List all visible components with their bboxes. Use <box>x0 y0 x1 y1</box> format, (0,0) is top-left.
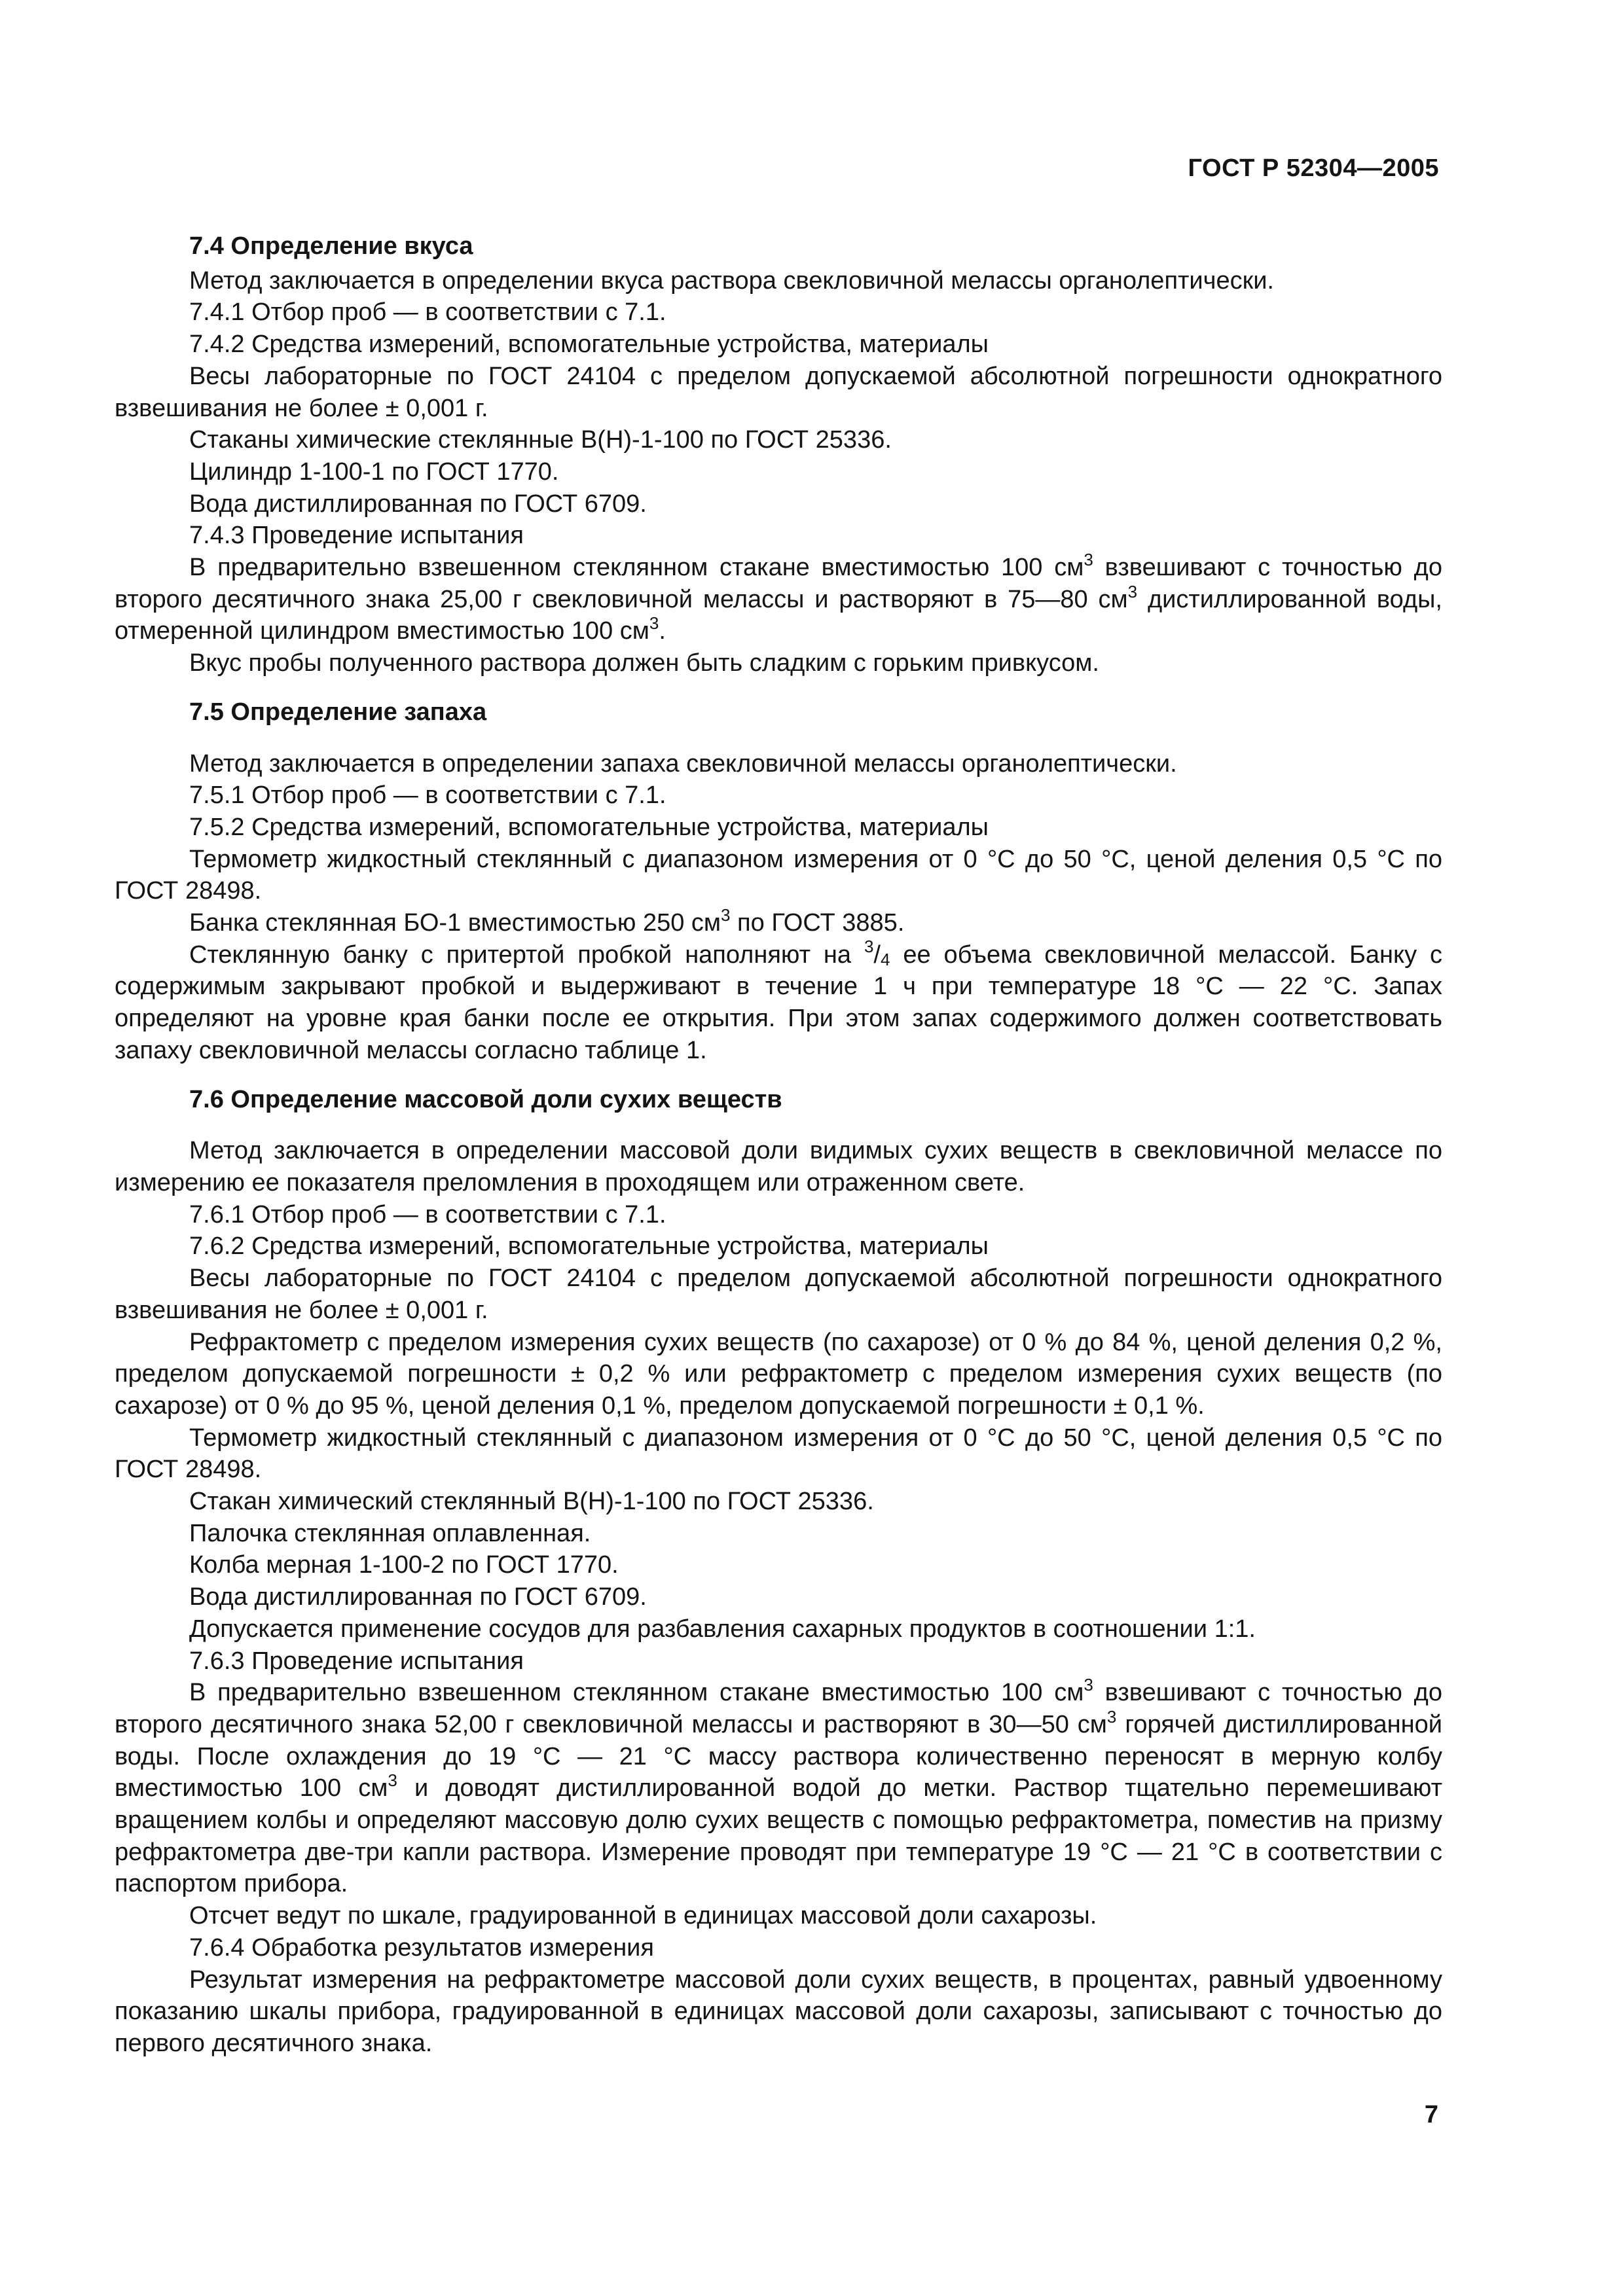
paragraph-7-4-beakers: Стаканы химические стеклянные В(Н)-1-100 по ГОСТ 25336. <box>189 426 892 454</box>
text-run: горячей дистиллированной воды. После охлаждения до 19 °С — 21 °С массу раствора количественно переносят в мерную колбу вместимостью 100 см <box>115 1710 1442 1803</box>
text-run: В предварительно взвешенном стеклянном стакане вместимостью 100 см <box>189 1679 1084 1707</box>
paragraph-7-4-procedure <box>115 552 1442 647</box>
text-run: В предварительно взвешенном стеклянном стакане вместимостью 100 см <box>189 554 1084 582</box>
text-run: дистиллированной воды, отмеренной цилиндром вместимостью 100 см <box>115 585 1442 645</box>
paragraph-7-6-1: 7.6.1 Отбор проб — в соответствии с 7.1. <box>189 1200 666 1229</box>
paragraph-7-6-water: Вода дистиллированная по ГОСТ 6709. <box>189 1583 647 1611</box>
superscript: 3 <box>1127 581 1138 601</box>
paragraph-7-5-thermometer: Термометр жидкостный стеклянный с диапазоном измерения от 0 °С до 50 °С, ценой деления 0,5 °С по ГОСТ 28498. <box>115 845 1442 905</box>
section-heading-7-4: 7.4 Определение вкуса <box>189 232 473 260</box>
paragraph-7-6-dilution-vessels: Допускается применение сосудов для разбавления сахарных продуктов в соотношении 1:1. <box>189 1615 1256 1643</box>
paragraph-7-4-scales: Весы лабораторные по ГОСТ 24104 с пределом допускаемой абсолютной погрешности однократного взвешивания не более ± 0,001 г. <box>115 362 1442 422</box>
section-heading-7-6: 7.6 Определение массовой доли сухих веществ <box>189 1085 782 1113</box>
superscript: 3 <box>388 1770 397 1791</box>
fraction-denominator: 4 <box>880 949 890 969</box>
paragraph-7-4-result: Вкус пробы полученного раствора должен быть сладким с горьким привкусом. <box>189 649 1099 677</box>
text-run: Банка стеклянная БО-1 вместимостью 250 см <box>189 909 721 937</box>
superscript: 3 <box>649 613 659 634</box>
section-heading-7-5: 7.5 Определение запаха <box>189 698 487 726</box>
paragraph-7-6-3: 7.6.3 Проведение испытания <box>189 1647 524 1675</box>
paragraph-7-6-result: Результат измерения на рефрактометре массовой доли сухих веществ, в процентах, равный удвоенному показанию шкалы прибора, градуированной в единицах массовой доли сахарозы, записывают с точностью до первого десятичного знака. <box>115 1965 1442 2057</box>
paragraph-7-6-method: Метод заключается в определении массовой доли видимых сухих веществ в свекловичной мелассе по измерению ее показателя преломления в проходящем или отраженном свете. <box>115 1137 1442 1196</box>
fraction-numerator: 3 <box>864 936 874 956</box>
text-run: ее объема свекловичной мелассой. Банку с содержимым закрывают пробкой и выдерживают в течение 1 ч при температуре 18 °С — 22 °С. Запах определяют на уровне края банки после ее открытия. При этом запах содержимого должен соответствовать запаху свекловичной мелассы согласно таблице 1. <box>115 941 1443 1064</box>
paragraph-7-5-1: 7.5.1 Отбор проб — в соответствии с 7.1. <box>189 781 666 810</box>
paragraph-7-4-3: 7.4.3 Проведение испытания <box>189 522 524 550</box>
superscript: 3 <box>721 905 731 925</box>
paragraph-7-4-2: 7.4.2 Средства измерений, вспомогательные устройства, материалы <box>189 331 989 359</box>
paragraph-7-5-procedure <box>115 936 1443 1067</box>
paragraph-7-6-scales: Весы лабораторные по ГОСТ 24104 с пределом допускаемой абсолютной погрешности однократного взвешивания не более ± 0,001 г. <box>115 1265 1442 1324</box>
paragraph-7-4-water: Вода дистиллированная по ГОСТ 6709. <box>189 490 647 518</box>
paragraph-7-4-1: 7.4.1 Отбор проб — в соответствии с 7.1. <box>189 298 666 327</box>
paragraph-7-6-flask: Колба мерная 1-100-2 по ГОСТ 1770. <box>189 1551 619 1579</box>
text-run: . <box>659 617 666 645</box>
paragraph-7-4-cylinder: Цилиндр 1-100-1 по ГОСТ 1770. <box>189 457 559 486</box>
superscript: 3 <box>1106 1706 1117 1727</box>
fraction-slash: / <box>873 941 881 969</box>
text-run: Стеклянную банку с притертой пробкой наполняют на <box>189 941 864 969</box>
document-body <box>115 230 1442 2060</box>
superscript: 3 <box>1084 1675 1093 1695</box>
paragraph-7-6-reading: Отсчет ведут по шкале, градуированной в единицах массовой доли сахарозы. <box>189 1902 1097 1930</box>
page-number: 7 <box>1424 2101 1438 2128</box>
text-run: взвешивают с точностью до второго десятичного знака 52,00 г свекловичной мелассы и растворяют в 30—50 см <box>115 1679 1442 1738</box>
document-code-header: ГОСТ Р 52304—2005 <box>1188 154 1439 182</box>
paragraph-7-5-method: Метод заключается в определении запаха свекловичной мелассы органолептически. <box>189 749 1177 778</box>
paragraph-7-6-thermometer: Термометр жидкостный стеклянный с диапазоном измерения от 0 °С до 50 °С, ценой деления 0,5 °С по ГОСТ 28498. <box>115 1424 1442 1484</box>
paragraph-7-6-refractometer: Рефрактометр с пределом измерения сухих веществ (по сахарозе) от 0 % до 84 %, ценой деления 0,2 %, пределом допускаемой погрешности ± 0,2 % или рефрактометр с пределом измерения сухих веществ (по сахарозе) от 0 % до 95 %, ценой деления 0,1 %, пределом допускаемой погрешности ± 0,1 %. <box>115 1328 1442 1420</box>
text-run: и доводят дистиллированной водой до метки. Раствор тщательно перемешивают вращением колбы и определяют массовую долю сухих веществ с помощью рефрактометра, поместив на призму рефрактометра две-три капли раствора. Измерение проводят при температуре 19 °С — 21 °С в соответствии с паспортом прибора. <box>115 1774 1442 1898</box>
paragraph-7-6-2: 7.6.2 Средства измерений, вспомогательные устройства, материалы <box>189 1232 989 1261</box>
fraction-three-quarters <box>864 936 890 969</box>
paragraph-7-6-procedure <box>115 1677 1442 1900</box>
paragraph-7-6-beaker: Стакан химический стеклянный В(Н)-1-100 по ГОСТ 25336. <box>189 1488 874 1516</box>
paragraph-7-5-jar <box>115 907 1442 939</box>
paragraph-7-6-4: 7.6.4 Обработка результатов измерения <box>189 1933 654 1962</box>
paragraph-7-5-2: 7.5.2 Средства измерений, вспомогательные устройства, материалы <box>189 813 989 841</box>
text-run: по ГОСТ 3885. <box>730 909 905 937</box>
paragraph-7-6-glass-rod: Палочка стеклянная оплавленная. <box>189 1519 591 1547</box>
paragraph-7-4-method: Метод заключается в определении вкуса раствора свекловичной мелассы органолептически. <box>189 266 1274 295</box>
superscript: 3 <box>1084 550 1093 570</box>
text-run: взвешивают с точностью до второго десятичного знака 25,00 г свекловичной мелассы и растворяют в 75—80 см <box>115 554 1442 613</box>
